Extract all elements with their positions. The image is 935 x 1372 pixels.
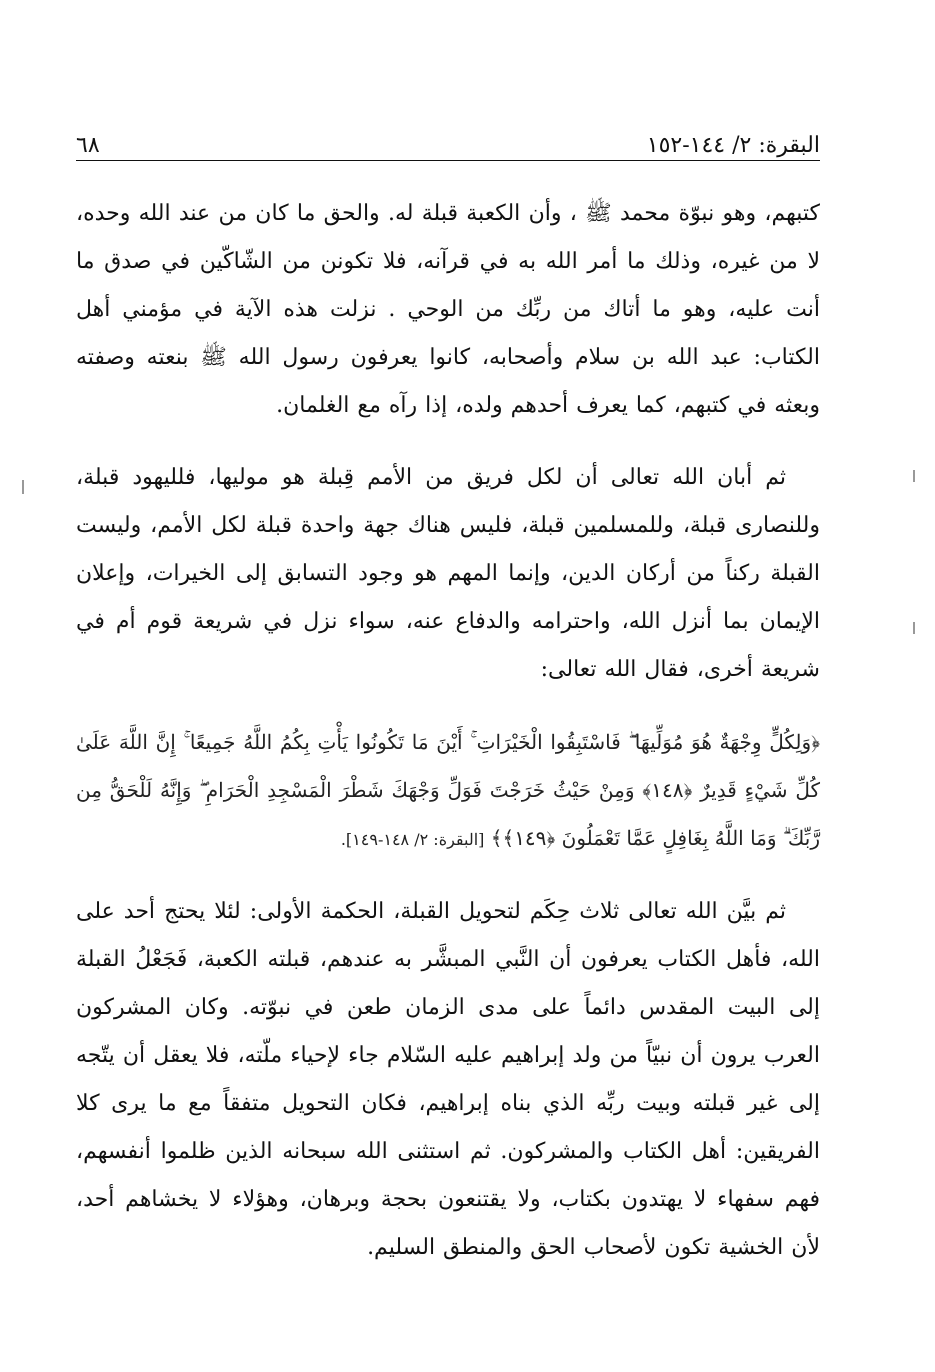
- paragraph-gap: [76, 430, 820, 454]
- body-text: [76, 190, 820, 1272]
- quran-verse-block: [76, 718, 820, 864]
- paragraph-gap: [76, 864, 820, 888]
- quran-verse: ﴿وَلِكُلٍّ وِجْهَةٌ هُوَ مُوَلِّيهَا ۖ فَاسْتَبِقُوا الْخَيْرَاتِ ۚ أَيْنَ مَا تَكُونُوا يَأْتِ بِكُمُ اللَّهُ جَمِيعًا ۚ إِنَّ اللَّهَ عَلَىٰ كُلِّ شَيْءٍ قَدِيرٌ ﴿١٤٨﴾ وَمِنْ حَيْثُ خَرَجْتَ فَوَلِّ وَجْهَكَ شَطْرَ الْمَسْجِدِ الْحَرَامِ ۖ وَإِنَّهُ لَلْحَقُّ مِن رَّبِّكَ ۗ وَمَا اللَّهُ بِغَافِلٍ عَمَّا تَعْمَلُونَ ﴿١٤٩﴾﴾: [76, 730, 821, 850]
- margin-mark: [22, 480, 24, 494]
- verse-reference: [البقرة: ٢/ ١٤٨-١٤٩].: [340, 830, 485, 849]
- paragraph-2: ثم أبان الله تعالى أن لكل فريق من الأمم قِبلة هو موليها، فلليهود قبلة، وللنصارى قبلة، وللمسلمين قبلة، فليس هناك جهة واحدة قبلة لكل الأمم، وليست القبلة ركناً من أركان الدين، وإنما المهم هو وجود التسابق إلى الخيرات، وإعلان الإيمان بما أنزل الله، واحترامه والدفاع عنه، سواء نزل في شريعة قوم أم في شريعة أخرى، فقال الله تعالى:: [76, 465, 820, 682]
- paragraph-3: ثم بيَّن الله تعالى ثلاث حِكَم لتحويل القبلة، الحكمة الأولى: لئلا يحتج أحد على الله، فأهل الكتاب يعرفون أن النَّبي المبشَّر به عندهم، قبلته الكعبة، فَجَعْلُ القبلة إلى البيت المقدس دائماً على مدى الزمان طعن في نبوّته. وكان المشركون العرب يرون أن نبيّاً من ولد إبراهيم عليه السّلام جاء لإحياء ملّته، فلا يعقل أن يتّجه إلى غير قبلته وبيت ربِّه الذي بناه إبراهيم، فكان التحويل متفقاً مع ما يرى كلا الفريقين: أهل الكتاب والمشركون. ثم استثنى الله سبحانه الذين ظلموا أنفسهم، فهم سفهاء لا يهتدون بكتاب، ولا يقتنعون بحجة وبرهان، وهؤلاء لا يخشاهم أحد، لأن الخشية تكون لأصحاب الحق والمنطق السليم.: [76, 899, 820, 1260]
- margin-mark: [913, 470, 915, 482]
- paragraph-1: كتبهم، وهو نبوّة محمد ﷺ ، وأن الكعبة قبلة له. والحق ما كان من عند الله وحده، لا من غيره، وذلك ما أمر الله به في قرآنه، فلا تكونن من الشّاكّين في صدق ما أنت عليه، وهو ما أتاك من ربِّك من الوحي . نزلت هذه الآية في مؤمني أهل الكتاب: عبد الله بن سلام وأصحابه، كانوا يعرفون رسول الله ﷺ بنعته وصفته وبعثه في كتبهم، كما يعرف أحدهم ولده، إذا رآه مع الغلمان.: [76, 201, 820, 418]
- paragraph-gap: [76, 694, 820, 718]
- chapter-reference: البقرة: ٢/ ١٤٤-١٥٢: [646, 133, 820, 158]
- page-number: ٦٨: [76, 133, 100, 158]
- header-divider: [76, 160, 820, 161]
- margin-mark: [913, 622, 915, 634]
- running-header: [76, 118, 820, 158]
